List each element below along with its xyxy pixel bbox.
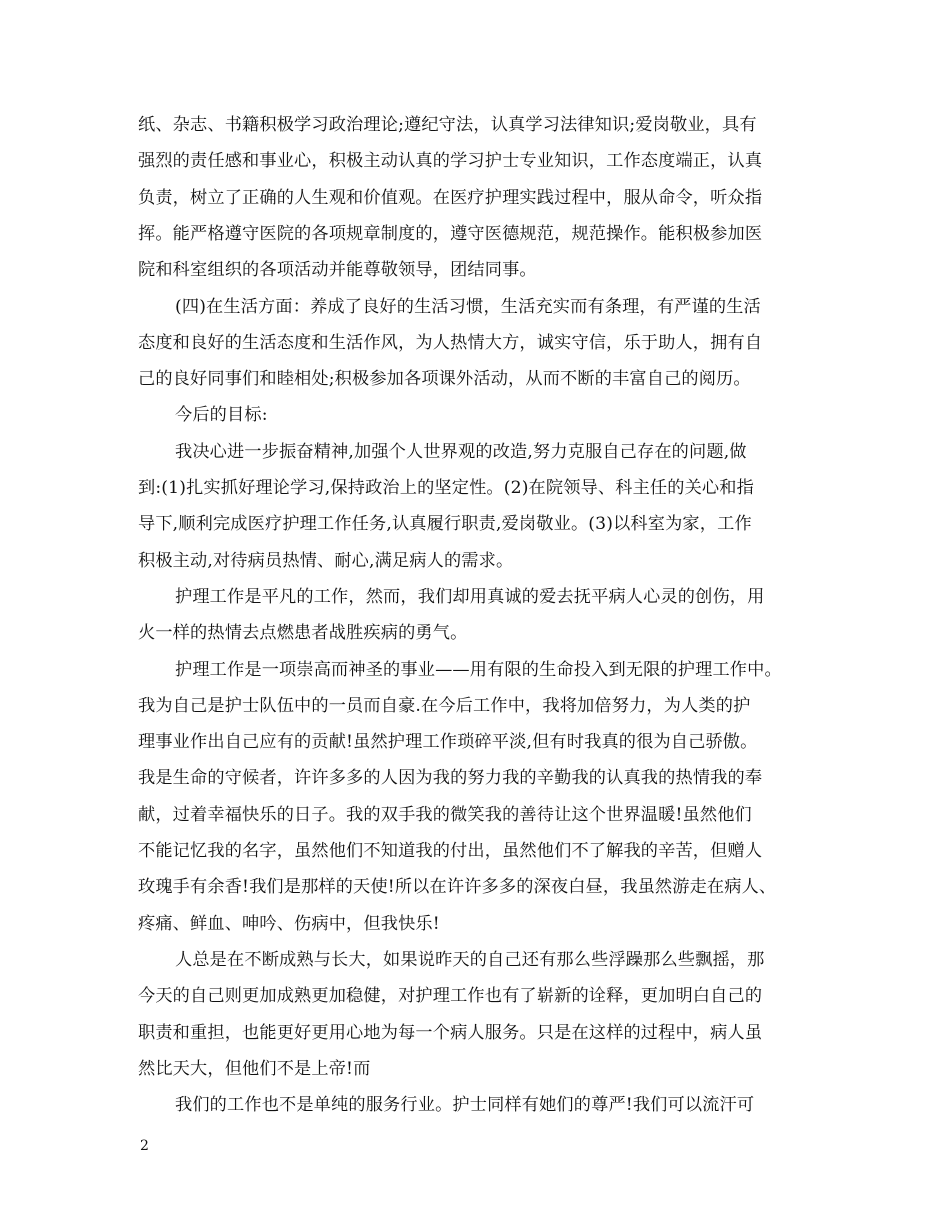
text-line: 献，过着幸福快乐的日子。我的双手我的微笑我的善待让这个世界温暖!虽然他们	[138, 804, 752, 825]
text-line: (四)在生活方面：养成了良好的生活习惯，生活充实而有条理，有严谨的生活	[175, 296, 761, 317]
text-line: 人总是在不断成熟与长大，如果说昨天的自己还有那么些浮躁那么些飘摇，那	[175, 949, 765, 970]
text-line: 火一样的热情去点燃患者战胜疾病的勇气。	[138, 623, 468, 644]
text-line: 导下,顺利完成医疗护理工作任务,认真履行职责,爱岗敬业。(3)以科室为家，工作	[138, 514, 752, 535]
text-line: 我决心进一步振奋精神,加强个人世界观的改造,努力克服自己存在的问题,做	[175, 441, 747, 462]
text-line: 纸、杂志、书籍积极学习政治理论;遵纪守法，认真学习法律知识;爱岗敬业，具有	[138, 115, 757, 135]
text-line: 己的良好同事们和睦相处;积极参加各项课外活动，从而不断的丰富自己的阅历。	[138, 369, 751, 390]
text-line: 理事业作出自己应有的贡献!虽然护理工作琐碎平淡,但有时我真的很为自己骄傲。	[138, 732, 758, 753]
text-line: 挥。能严格遵守医院的各项规章制度的，遵守医德规范，规范操作。能积极参加医	[138, 223, 763, 244]
text-line: 今后的目标:	[175, 405, 268, 426]
text-line: 我是生命的守候者，许许多多的人因为我的努力我的辛勤我的认真我的热情我的奉	[138, 768, 763, 789]
text-line: 今天的自己则更加成熟更加稳健，对护理工作也有了崭新的诠释，更加明白自己的	[138, 986, 763, 1007]
text-line: 我为自己是护士队伍中的一员而自豪.在今后工作中，我将加倍努力，为人类的护	[138, 695, 751, 716]
text-line: 态度和良好的生活态度和生活作风，为人热情大方，诚实守信，乐于助人，拥有自	[138, 332, 763, 353]
text-line: 然比天大，但他们不是上帝!而	[138, 1058, 371, 1079]
text-line: 职责和重担，也能更好更用心地为每一个病人服务。只是在这样的过程中，病人虽	[138, 1022, 763, 1043]
text-line: 到:(1)扎实抓好理论学习,保持政治上的坚定性。(2)在院领导、科主任的关心和指	[138, 478, 754, 498]
text-line: 护理工作是一项崇高而神圣的事业——用有限的生命投入到无限的护理工作中。	[175, 659, 782, 680]
page-number: 2	[140, 1138, 149, 1154]
text-line: 院和科室组织的各项活动并能尊敬领导，团结同事。	[138, 260, 537, 281]
text-line: 积极主动,对待病员热情、耐心,满足病人的需求。	[138, 550, 514, 571]
text-line: 负责，树立了正确的人生观和价值观。在医疗护理实践过程中，服从命令，听众指	[138, 187, 763, 208]
text-line: 不能记忆我的名字，虽然他们不知道我的付出，虽然他们不了解我的辛苦，但赠人	[138, 841, 763, 861]
text-line: 玫瑰手有余香!我们是那样的天使!所以在许许多多的深夜白昼，我虽然游走在病人、	[138, 877, 777, 898]
text-line: 护理工作是平凡的工作，然而，我们却用真诚的爱去抚平病人心灵的创伤，用	[175, 586, 765, 607]
text-line: 强烈的责任感和事业心，积极主动认真的学习护士专业知识，工作态度端正，认真	[138, 151, 763, 172]
text-line: 我们的工作也不是单纯的服务行业。护士同样有她们的尊严!我们可以流汗可	[175, 1095, 755, 1116]
text-line: 疼痛、鲜血、呻吟、伤病中，但我快乐!	[138, 913, 440, 934]
